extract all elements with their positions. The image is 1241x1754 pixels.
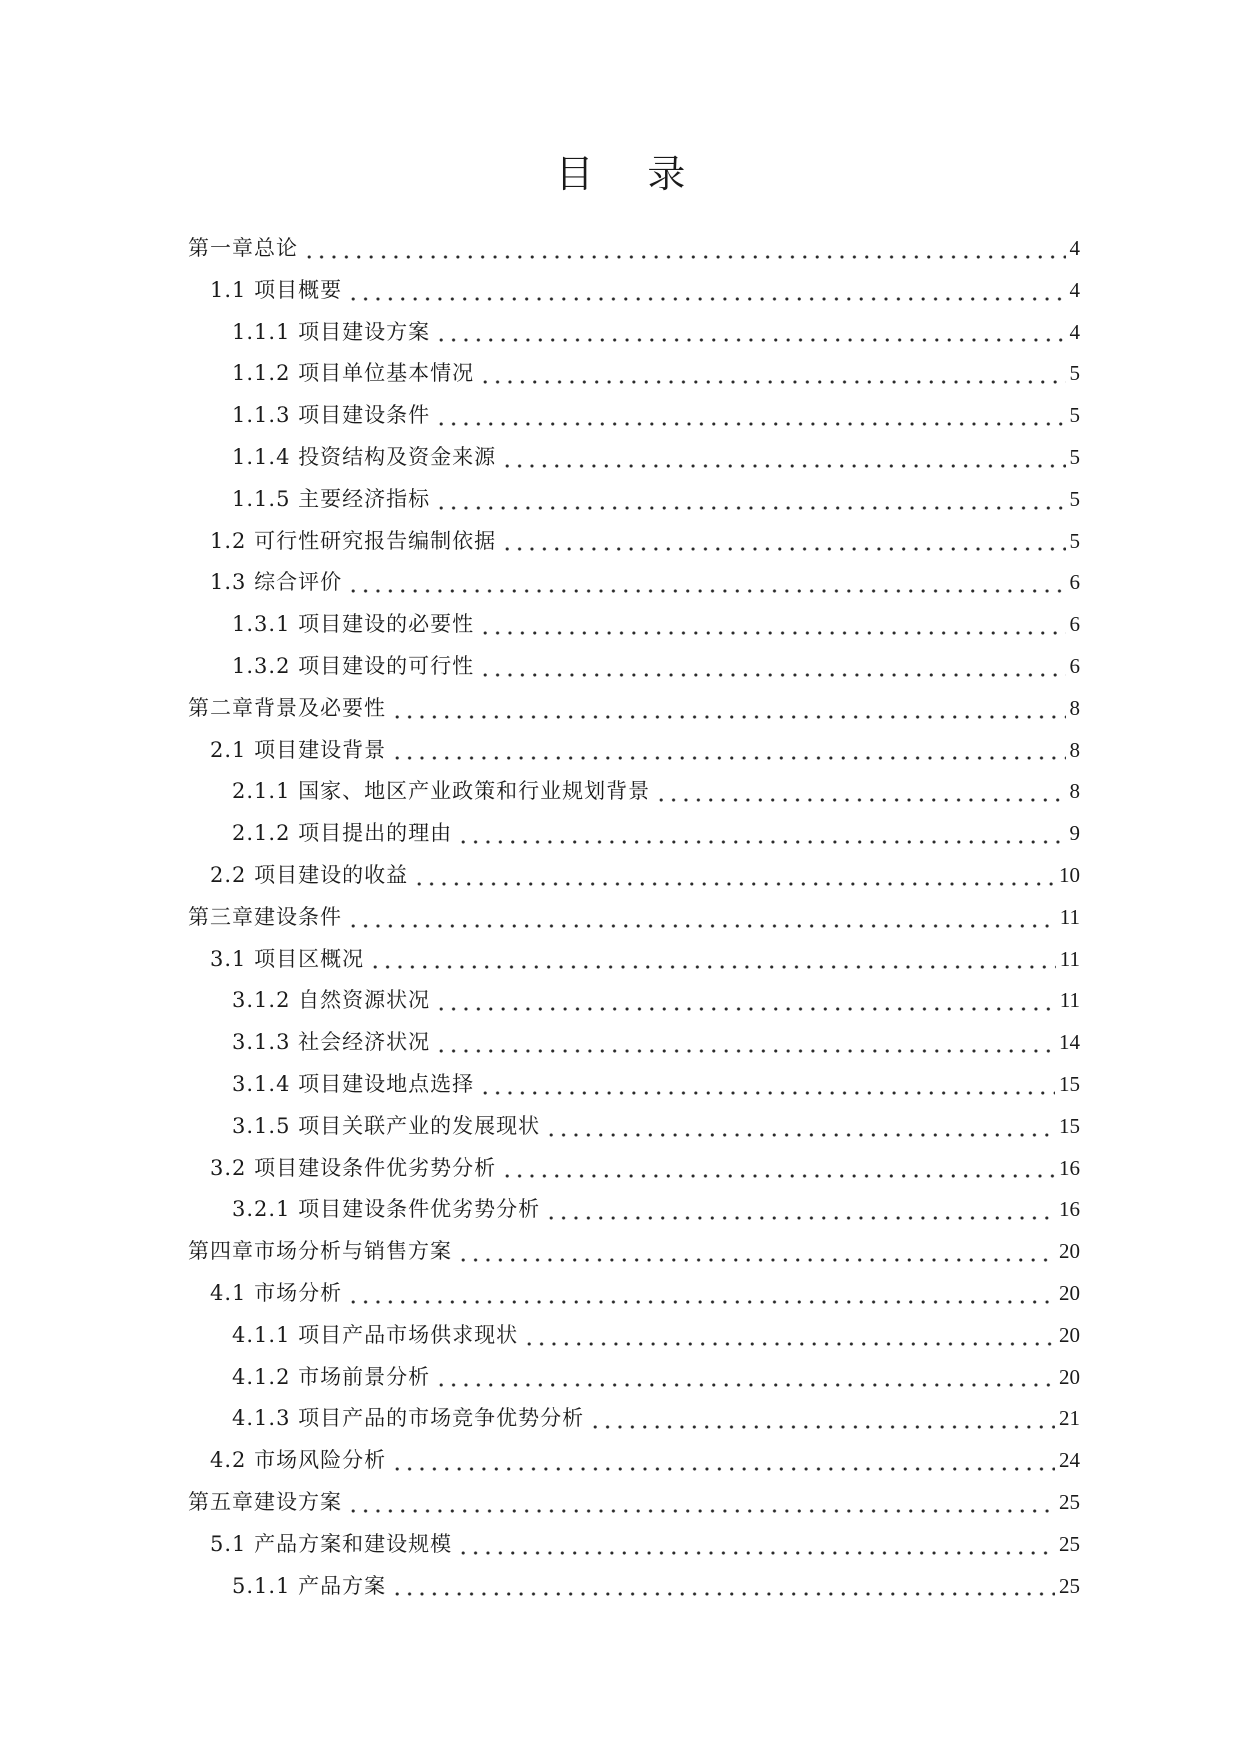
toc-entry-page-number: 6	[1069, 570, 1080, 595]
toc-entry-page-number: 20	[1059, 1322, 1080, 1347]
toc-entry-page-number: 25	[1059, 1531, 1080, 1556]
toc-subsection-entry	[188, 980, 1080, 1022]
toc-entry-label: 3.2 项目建设条件优劣势分析	[210, 1155, 497, 1180]
dot-leader	[345, 562, 1065, 604]
toc-entry-page-number: 10	[1059, 862, 1080, 887]
toc-entry-page-number: 16	[1059, 1155, 1080, 1180]
toc-section-entry	[188, 521, 1080, 563]
toc-subsection-entry	[188, 437, 1080, 479]
toc-section-entry	[188, 1440, 1080, 1482]
toc-list	[188, 228, 1080, 1607]
dot-leader	[389, 1566, 1055, 1608]
dot-leader	[433, 395, 1065, 437]
dot-leader	[389, 688, 1066, 730]
dot-leader	[433, 1022, 1055, 1064]
dot-leader	[477, 1064, 1055, 1106]
dot-leader	[433, 1357, 1055, 1399]
toc-entry-page-number: 4	[1069, 236, 1080, 260]
toc-entry-page-number: 25	[1059, 1489, 1080, 1514]
toc-chapter-entry	[188, 1482, 1080, 1524]
dot-leader	[345, 897, 1056, 939]
toc-entry-label: 5.1.1 产品方案	[232, 1573, 387, 1598]
toc-subsection-entry	[188, 1315, 1080, 1357]
dot-leader	[499, 437, 1065, 479]
toc-entry-label: 第二章背景及必要性	[188, 695, 386, 720]
toc-chapter-entry	[188, 228, 1080, 270]
toc-subsection-entry	[188, 1106, 1080, 1148]
dot-leader	[477, 353, 1065, 395]
dot-leader	[411, 855, 1055, 897]
toc-entry-label: 4.1.1 项目产品市场供求现状	[232, 1322, 519, 1347]
toc-section-entry	[188, 1524, 1080, 1566]
toc-entry-label: 1.3.2 项目建设的可行性	[232, 653, 475, 678]
toc-entry-page-number: 5	[1069, 444, 1080, 469]
toc-entry-label: 第三章建设条件	[188, 904, 342, 929]
toc-entry-page-number: 6	[1069, 612, 1080, 637]
toc-entry-page-number: 15	[1059, 1113, 1080, 1138]
dot-leader	[477, 604, 1065, 646]
toc-entry-label: 2.1.2 项目提出的理由	[232, 821, 453, 846]
toc-section-entry	[188, 270, 1080, 312]
toc-entry-page-number: 5	[1069, 528, 1080, 553]
toc-entry-label: 3.1 项目区概况	[210, 946, 365, 971]
toc-entry-label: 第四章市场分析与销售方案	[188, 1239, 452, 1264]
dot-leader	[455, 813, 1065, 855]
dot-leader	[543, 1189, 1055, 1231]
toc-entry-page-number: 5	[1069, 403, 1080, 428]
toc-entry-label: 4.1.2 市场前景分析	[232, 1364, 431, 1389]
dot-leader	[433, 312, 1065, 354]
toc-entry-label: 1.2 可行性研究报告编制依据	[210, 528, 497, 553]
dot-leader	[345, 270, 1065, 312]
toc-entry-label: 1.1.3 项目建设条件	[232, 403, 431, 428]
toc-entry-label: 5.1 产品方案和建设规模	[210, 1531, 453, 1556]
dot-leader	[499, 521, 1065, 563]
toc-subsection-entry	[188, 353, 1080, 395]
toc-chapter-entry	[188, 897, 1080, 939]
toc-entry-label: 4.2 市场风险分析	[210, 1448, 387, 1473]
toc-entry-page-number: 11	[1059, 946, 1080, 971]
toc-entry-label: 3.1.3 社会经济状况	[232, 1030, 431, 1055]
dot-leader	[477, 646, 1065, 688]
toc-entry-page-number: 15	[1059, 1071, 1080, 1096]
dot-leader	[455, 1231, 1055, 1273]
toc-entry-page-number: 5	[1069, 361, 1080, 386]
toc-entry-label: 2.1.1 国家、地区产业政策和行业规划背景	[232, 779, 651, 804]
toc-entry-label: 3.2.1 项目建设条件优劣势分析	[232, 1197, 541, 1222]
toc-entry-page-number: 6	[1069, 653, 1080, 678]
dot-leader	[345, 1273, 1055, 1315]
dot-leader	[389, 730, 1065, 772]
toc-entry-label: 3.1.4 项目建设地点选择	[232, 1071, 475, 1096]
dot-leader	[455, 1524, 1055, 1566]
toc-entry-label: 1.1.1 项目建设方案	[232, 319, 431, 344]
dot-leader	[345, 1482, 1055, 1524]
toc-subsection-entry	[188, 395, 1080, 437]
dot-leader	[301, 228, 1066, 270]
dot-leader	[433, 980, 1056, 1022]
toc-entry-page-number: 5	[1069, 486, 1080, 511]
dot-leader	[367, 939, 1056, 981]
toc-section-entry	[188, 1273, 1080, 1315]
toc-entry-label: 1.3 综合评价	[210, 570, 343, 595]
toc-entry-page-number: 25	[1059, 1573, 1080, 1598]
dot-leader	[653, 771, 1065, 813]
dot-leader	[587, 1398, 1055, 1440]
toc-entry-label: 2.1 项目建设背景	[210, 737, 387, 762]
toc-title: 目 录	[555, 152, 707, 196]
toc-entry-page-number: 8	[1069, 695, 1080, 720]
toc-section-entry	[188, 939, 1080, 981]
toc-subsection-entry	[188, 604, 1080, 646]
toc-entry-page-number: 11	[1059, 904, 1080, 929]
toc-entry-label: 3.1.5 项目关联产业的发展现状	[232, 1113, 541, 1138]
toc-subsection-entry	[188, 312, 1080, 354]
toc-subsection-entry	[188, 771, 1080, 813]
toc-entry-label: 第一章总论	[188, 236, 298, 260]
toc-chapter-entry	[188, 1231, 1080, 1273]
toc-entry-page-number: 4	[1069, 319, 1080, 344]
toc-entry-label: 2.2 项目建设的收益	[210, 862, 409, 887]
dot-leader	[499, 1148, 1055, 1190]
toc-section-entry	[188, 855, 1080, 897]
toc-entry-page-number: 16	[1059, 1197, 1080, 1222]
toc-subsection-entry	[188, 1398, 1080, 1440]
toc-section-entry	[188, 562, 1080, 604]
dot-leader	[543, 1106, 1055, 1148]
toc-subsection-entry	[188, 479, 1080, 521]
toc-chapter-entry	[188, 688, 1080, 730]
dot-leader	[433, 479, 1065, 521]
toc-entry-page-number: 8	[1069, 737, 1080, 762]
toc-subsection-entry	[188, 646, 1080, 688]
dot-leader	[521, 1315, 1055, 1357]
toc-entry-page-number: 20	[1059, 1239, 1080, 1264]
toc-entry-page-number: 8	[1069, 779, 1080, 804]
toc-entry-page-number: 11	[1059, 988, 1080, 1013]
toc-subsection-entry	[188, 1189, 1080, 1231]
toc-entry-label: 4.1.3 项目产品的市场竞争优势分析	[232, 1406, 585, 1431]
toc-subsection-entry	[188, 813, 1080, 855]
toc-section-entry	[188, 1148, 1080, 1190]
toc-entry-label: 1.1.5 主要经济指标	[232, 486, 431, 511]
toc-entry-page-number: 20	[1059, 1364, 1080, 1389]
toc-entry-page-number: 4	[1069, 277, 1080, 302]
toc-entry-page-number: 20	[1059, 1280, 1080, 1305]
toc-subsection-entry	[188, 1064, 1080, 1106]
toc-entry-page-number: 21	[1059, 1406, 1080, 1431]
toc-subsection-entry	[188, 1022, 1080, 1064]
toc-entry-label: 1.1.4 投资结构及资金来源	[232, 444, 497, 469]
toc-entry-label: 1.1 项目概要	[210, 277, 343, 302]
toc-entry-label: 3.1.2 自然资源状况	[232, 988, 431, 1013]
dot-leader	[389, 1440, 1055, 1482]
toc-entry-page-number: 24	[1059, 1448, 1080, 1473]
toc-subsection-entry	[188, 1357, 1080, 1399]
toc-entry-label: 4.1 市场分析	[210, 1280, 343, 1305]
toc-entry-label: 1.1.2 项目单位基本情况	[232, 361, 475, 386]
toc-entry-label: 1.3.1 项目建设的必要性	[232, 612, 475, 637]
toc-entry-page-number: 9	[1069, 821, 1080, 846]
toc-subsection-entry	[188, 1566, 1080, 1608]
toc-entry-page-number: 14	[1059, 1030, 1080, 1055]
toc-section-entry	[188, 730, 1080, 772]
toc-entry-label: 第五章建设方案	[188, 1489, 342, 1514]
